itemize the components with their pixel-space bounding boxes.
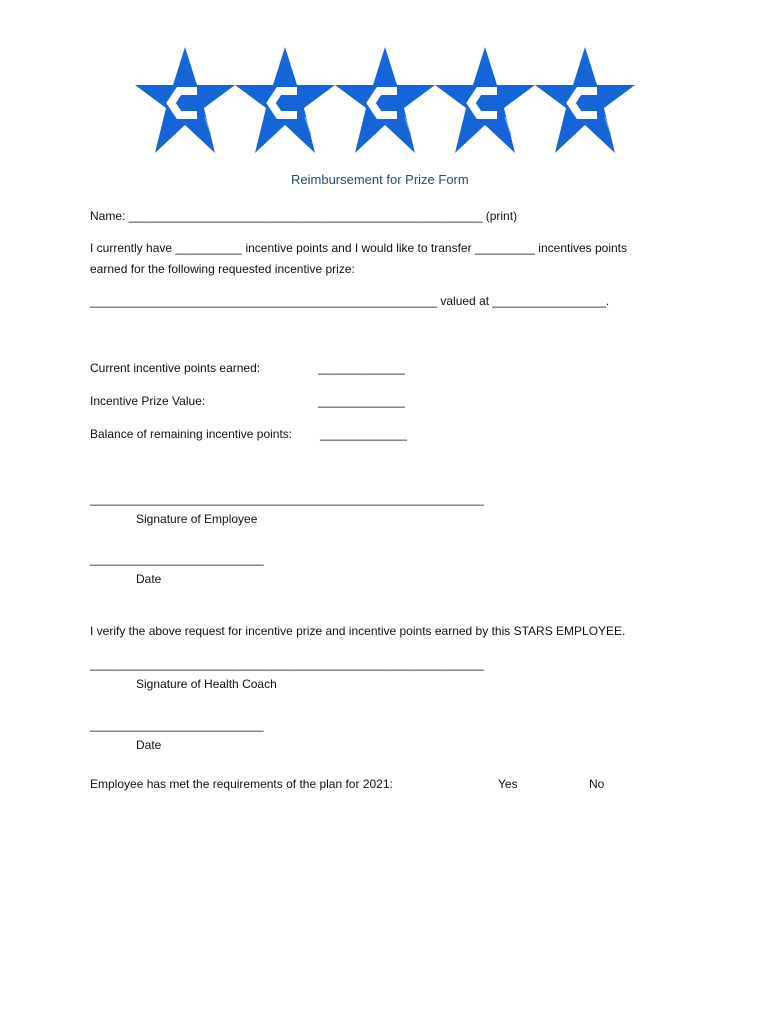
balance-label: Balance of remaining incentive points: [90, 427, 293, 441]
prize-value-input[interactable]: _____________ [318, 394, 405, 408]
star-c-logo-icon [135, 45, 235, 155]
stars-logo-row [135, 45, 635, 155]
prize-value-field[interactable]: ____________________________________________________ valued at _________________. [90, 294, 610, 308]
points-transfer-text[interactable]: I currently have __________ incentive points and I would like to transfer _________ incentives points [90, 241, 628, 255]
coach-date-label: Date [136, 738, 162, 752]
star-c-logo-icon [335, 45, 435, 155]
employee-date-line[interactable]: __________________________ [90, 552, 264, 566]
star-c-logo-icon [435, 45, 535, 155]
name-field[interactable]: Name: _____________________________________________________ (print) [90, 209, 518, 223]
prize-value-label: Incentive Prize Value: [90, 394, 206, 408]
employee-signature-line[interactable]: ___________________________________________________________ [90, 492, 484, 506]
verify-statement: I verify the above request for incentive prize and incentive points earned by this STARS EMPLOYEE. [90, 624, 626, 638]
current-points-field[interactable]: _____________ [318, 361, 405, 375]
coach-signature-label: Signature of Health Coach [136, 677, 277, 691]
employee-signature-label: Signature of Employee [136, 512, 258, 526]
balance-field[interactable]: _____________ [320, 427, 407, 441]
star-c-logo-icon [235, 45, 335, 155]
requirements-statement: Employee has met the requirements of the plan for 2021: [90, 777, 393, 791]
coach-signature-line[interactable]: ___________________________________________________________ [90, 657, 484, 671]
employee-date-label: Date [136, 572, 162, 586]
star-c-logo-icon [535, 45, 635, 155]
yes-option[interactable]: Yes [498, 777, 518, 791]
points-transfer-text-cont: earned for the following requested incentive prize: [90, 262, 355, 276]
no-option[interactable]: No [589, 777, 605, 791]
current-points-label: Current incentive points earned: [90, 361, 261, 375]
form-title: Reimbursement for Prize Form [291, 172, 469, 187]
coach-date-line[interactable]: __________________________ [90, 718, 264, 732]
